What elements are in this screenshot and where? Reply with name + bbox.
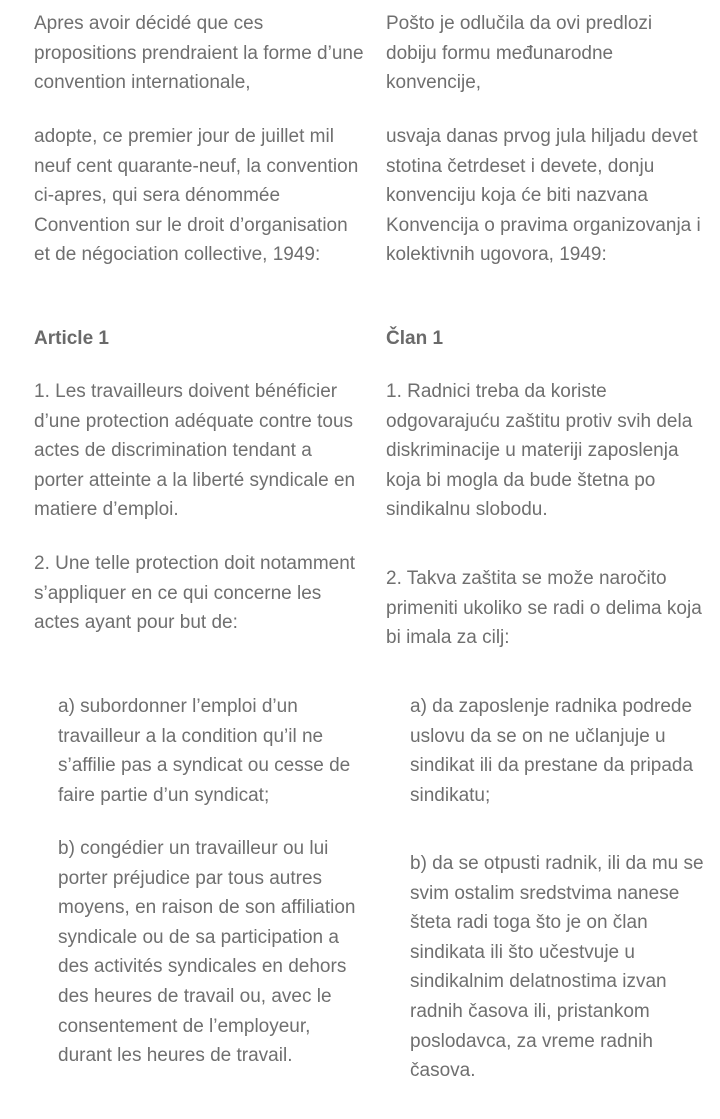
paragraph-2-serbian: 2. Takva zaštita se može naročito primeniti ukoliko se radi o delima koja bi imala za cilj:	[386, 568, 702, 649]
item-a-serbian: a) da zaposlenje radnika podrede uslovu da se on ne učlanjuje u sindikat ili da prestane da pripada sindikatu;	[410, 696, 694, 806]
article-heading-french: Article 1	[34, 328, 109, 349]
item-b-french: b) congédier un travailleur ou lui porter préjudice par tous autres moyens, en raison de son affiliation syndicale ou de sa participation a des activités syndicales en dehors des heures de travail ou, avec le consentement de l’employeur, durant les heures de travail.	[58, 838, 356, 1067]
adoption-serbian: usvaja danas prvog jula hiljadu devet stotina četrdeset i devete, donju konvenciju koja će biti nazvana Konvencija o pravima organizovanja i kolektivnih ugovora, 1949:	[386, 126, 701, 266]
article-heading-serbian: Član 1	[386, 328, 444, 349]
paragraph-1-french: 1. Les travailleurs doivent bénéficier d’une protection adéquate contre tous actes de discrimination tendant a porter atteinte a la liberté syndicale en matiere d’emploi.	[34, 381, 356, 521]
paragraph-1-serbian: 1. Radnici treba da koriste odgovarajuću zaštitu protiv svih dela diskriminacije u materiji zaposlenja koja bi mogla da bude štetna po sindikalnu slobodu.	[386, 381, 693, 521]
item-b-serbian: b) da se otpusti radnik, ili da mu se svim ostalim sredstvima nanese šteta radi toga što je on član sindikata ili što učestvuje u sindikalnim delatnostima izvan radnih časova ili, pristankom poslodavca, za vreme radnih časova.	[410, 853, 704, 1082]
paragraph-2-french: 2. Une telle protection doit notamment s’appliquer en ce qui concerne les actes ayant pour but de:	[34, 553, 356, 634]
preamble-serbian: Pošto je odlučila da ovi predlozi dobiju formu međunarodne konvencije,	[386, 13, 653, 94]
item-a-french: a) subordonner l’emploi d’un travailleur a la condition qu’il ne s’affilie pas a syndicat ou cesse de faire partie d’un syndicat;	[58, 696, 351, 806]
adoption-french: adopte, ce premier jour de juillet mil neuf cent quarante-neuf, la convention ci-apres, qui sera dénommée Convention sur le droit d’organisation et de négociation collective, 1949:	[34, 126, 359, 266]
preamble-french: Apres avoir décidé que ces propositions prendraient la forme d’une convention internationale,	[34, 13, 364, 94]
